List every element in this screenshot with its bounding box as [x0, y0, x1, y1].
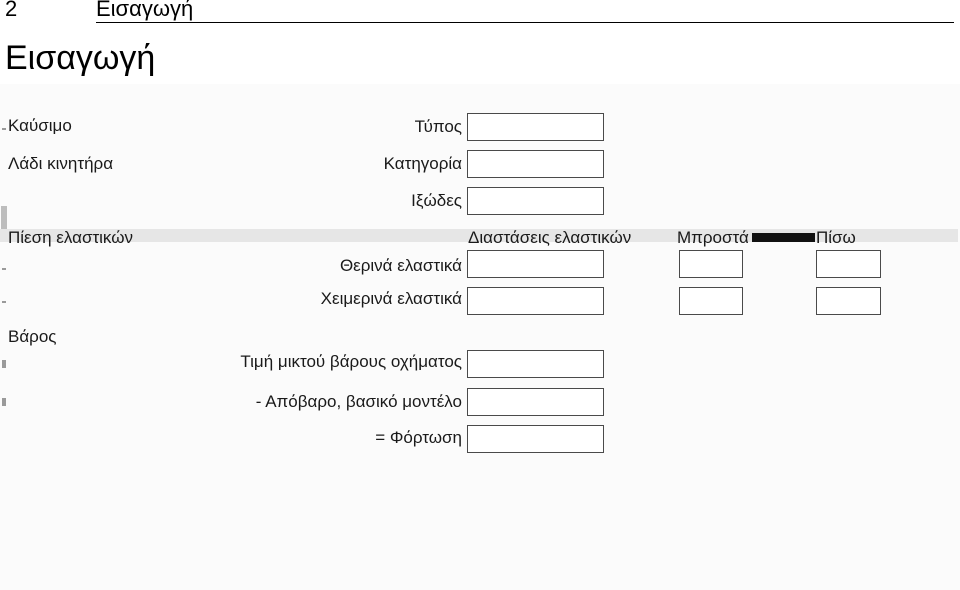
margin-mark [2, 360, 6, 368]
summer-rear-pressure-field[interactable] [816, 250, 881, 278]
kerb-weight-label: - Απόβαρο, βασικό μοντέλο [255, 392, 462, 411]
margin-mark [2, 301, 6, 303]
load-label: = Φόρτωση [375, 428, 462, 447]
winter-rear-pressure-field[interactable] [816, 287, 881, 315]
category-label: Κατηγορία [383, 154, 462, 173]
margin-mark [2, 128, 6, 130]
gross-weight-label: Τιμή μικτού βάρους οχήματος [240, 352, 462, 371]
oil-category-field[interactable] [467, 150, 604, 178]
header-rule [96, 22, 954, 23]
load-field[interactable] [467, 425, 604, 453]
summer-front-pressure-field[interactable] [679, 250, 743, 278]
winter-tyres-label: Χειμερινά ελαστικά [320, 289, 462, 308]
margin-mark [2, 268, 6, 270]
kerb-weight-field[interactable] [467, 388, 604, 416]
rear-column-label: Πίσω [816, 228, 856, 247]
tyre-size-label: Διαστάσεις ελαστικών [468, 228, 632, 247]
page-number: 2 [5, 0, 18, 21]
front-column-label: Μπροστά [677, 228, 749, 247]
engine-oil-label: Λάδι κινητήρα [8, 154, 114, 173]
viscosity-label: Ιξώδες [411, 191, 462, 210]
tyre-pressure-label: Πίεση ελαστικών [8, 228, 134, 247]
redaction-bar [752, 233, 815, 242]
fuel-label: Καύσιμο [8, 116, 72, 135]
oil-viscosity-field[interactable] [467, 187, 604, 215]
chapter-title: Εισαγωγή [5, 39, 156, 77]
winter-front-pressure-field[interactable] [679, 287, 743, 315]
winter-tyre-size-field[interactable] [467, 287, 604, 315]
summer-tyres-label: Θερινά ελαστικά [339, 256, 462, 275]
margin-mark [2, 398, 6, 406]
gross-weight-field[interactable] [467, 350, 604, 378]
running-title: Εισαγωγή [96, 0, 194, 21]
weight-label: Βάρος [8, 327, 57, 346]
type-label: Τύπος [414, 117, 462, 136]
fuel-type-field[interactable] [467, 113, 604, 141]
summer-tyre-size-field[interactable] [467, 250, 604, 278]
